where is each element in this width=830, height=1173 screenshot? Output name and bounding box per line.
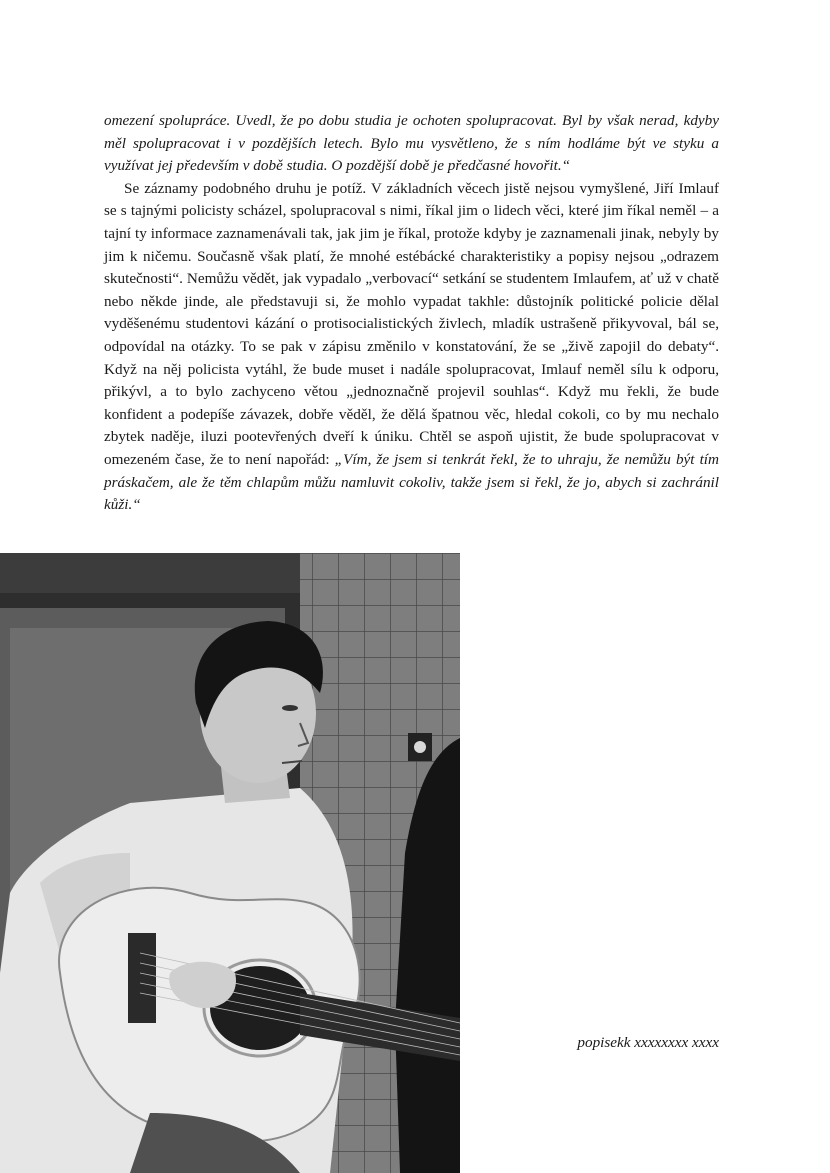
quote-paragraph: omezení spolupráce. Uvedl, že po dobu studia je ochoten spolupracovat. Byl by však nerad, kdyby měl spolupracovat i v pozdějších letech. Bylo mu vysvětleno, že s ním hodláme být ve styku a využívat jej především v době studia. O pozdější době je předčasné hovořit.“ [104, 112, 719, 175]
body-text [104, 110, 719, 517]
photo-caption: popisekk xxxxxxxx xxxx [577, 1034, 719, 1051]
main-paragraph-quote: „Vím, že jsem si tenkrát řekl, že to uhraju, že nemůžu být tím práskačem, ale že těm chlapům můžu namluvit cokoliv, takže jsem si řekl, že jo, abych si zachránil kůži.“ [104, 450, 719, 514]
photo-guitarist [0, 553, 460, 1173]
main-paragraph-text: Se záznamy podobného druhu je potíž. V základních věcech jistě nejsou vymyšlené, Jiří Imlauf se s tajnými policisty scházel, spolupracoval s nimi, říkal jim o lidech věci, které jim říkal neměl – a tajní ty informace zaznamenávali tak, jak jim je říkal, protože kdyby je zaznamenali jinak, nebyly by jim k ničemu. Současně však platí, že mnohé estébácké charakteristiky a popisy nejsou „odrazem skutečnosti“. Nemůžu vědět, jak vypadalo „verbovací“ setkání se studentem Imlaufem, ať už v chatě nebo někde jinde, ale představuji si, že mohlo vypadat takhle: důstojník politické policie dělal vyděšenému studentovi kázání o protisocialistických živlech, mladík ustrašeně přikyvoval, bál se, odpovídal na otázky. To se pak v zápisu změnilo v konstatování, že se „živě zapojil do debaty“. Když na něj policista vytáhl, že bude muset i nadále spolupracovat, Imlauf neměl sílu k odporu, přikývl, a to bylo zachyceno větou „jednoznačně projevil souhlas“. Když mu řekli, že bude konfident a podepíše závazek, dobře věděl, že dělá špatnou věc, hledal cokoli, co by mu nechalo zbytek naděje, iluzi pootevřených dveří k úniku. Chtěl se aspoň ujistit, že bude spolupracovat v omezeném čase, že to není napořád: [104, 179, 719, 468]
main-paragraph [104, 178, 719, 517]
photo-image [0, 553, 460, 1173]
